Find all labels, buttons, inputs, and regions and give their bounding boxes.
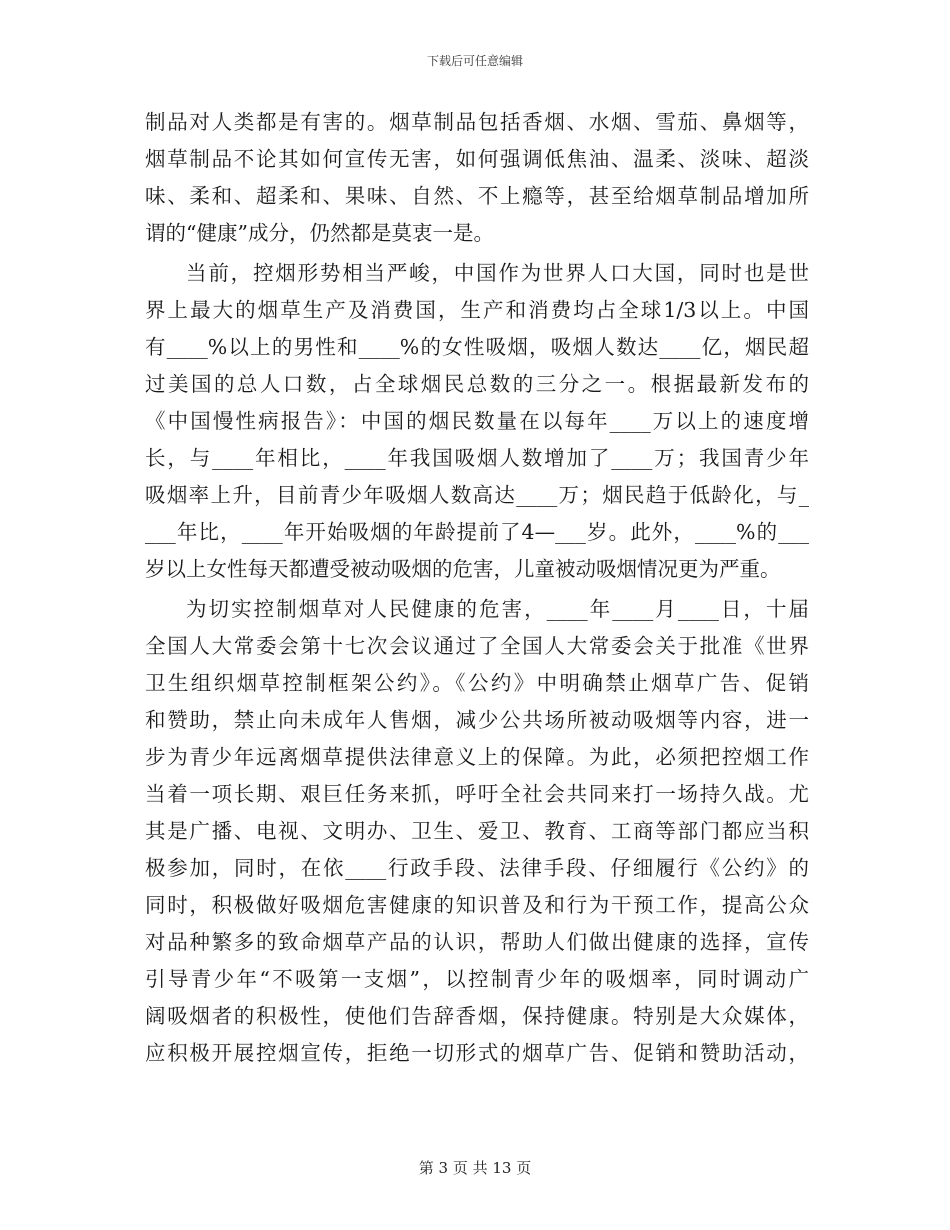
text-line: 其是广播、电视、文明办、卫生、爱卫、教育、工商等部门都应当积 (145, 819, 809, 843)
text-line: 制品对人类都是有害的。烟草制品包括香烟、水烟、雪茄、鼻烟等， (145, 110, 809, 134)
text-line: 应积极开展控烟宣传，拒绝一切形式的烟草广告、促销和赞助活动， (145, 1041, 809, 1065)
paragraph-2 (145, 255, 809, 588)
text-line: 界上最大的烟草生产及消费国，生产和消费均占全球1/3以上。中国 (145, 298, 809, 322)
text-line: 吸烟率上升，目前青少年吸烟人数高达____万；烟民趋于低龄化，与_ (145, 483, 809, 507)
text-line: 卫生组织烟草控制框架公约》。《公约》中明确禁止烟草广告、促销 (145, 671, 809, 695)
text-line: 长，与____年相比，____年我国吸烟人数增加了____万；我国青少年 (145, 446, 809, 470)
paragraph-1 (145, 104, 809, 252)
text-line: 当前，控烟形势相当严峻，中国作为世界人口大国，同时也是世 (186, 261, 809, 285)
text-line: 阔吸烟者的积极性，使他们告辞香烟，保持健康。特别是大众媒体， (145, 1004, 809, 1028)
text-line: 对品种繁多的致命烟草产品的认识，帮助人们做出健康的选择，宣传 (145, 930, 809, 954)
text-line: 味、柔和、超柔和、果味、自然、不上瘾等，甚至给烟草制品增加所 (145, 184, 809, 208)
text-line: 为切实控制烟草对人民健康的危害，____年____月____日，十届 (186, 597, 809, 621)
paragraph-3 (145, 591, 809, 1072)
text-line: ___年比，____年开始吸烟的年龄提前了4—___岁。此外，____%的___ (145, 520, 809, 544)
text-line: 谓的“健康”成分，仍然都是莫衷一是。 (145, 221, 494, 245)
document-body (145, 104, 809, 1072)
text-line: 步为青少年远离烟草提供法律意义上的保障。为此，必须把控烟工作 (145, 745, 809, 769)
page-footer: 第 3 页 共 13 页 (418, 1159, 532, 1177)
text-line: 岁以上女性每天都遭受被动吸烟的危害，儿童被动吸烟情况更为严重。 (145, 557, 781, 581)
text-line: 过美国的总人口数，占全球烟民总数的三分之一。根据最新发布的 (145, 372, 809, 396)
text-line: 当着一项长期、艰巨任务来抓，呼吁全社会共同来打一场持久战。尤 (145, 782, 809, 806)
text-line: 引导青少年“不吸第一支烟”，以控制青少年的吸烟率，同时调动广 (145, 967, 809, 991)
page-header: 下载后可任意编辑 (426, 54, 523, 68)
text-line: 极参加，同时，在依____行政手段、法律手段、仔细履行《公约》的 (145, 856, 809, 880)
text-line: 和赞助，禁止向未成年人售烟，减少公共场所被动吸烟等内容，进一 (145, 708, 809, 732)
text-line: 全国人大常委会第十七次会议通过了全国人大常委会关于批准《世界 (145, 634, 809, 658)
text-line: 烟草制品不论其如何宣传无害，如何强调低焦油、温柔、淡味、超淡 (145, 147, 809, 171)
text-line: 有____%以上的男性和____%的女性吸烟，吸烟人数达____亿，烟民超 (145, 335, 809, 359)
text-line: 同时，积极做好吸烟危害健康的知识普及和行为干预工作，提高公众 (145, 893, 809, 917)
text-line: 《中国慢性病报告》：中国的烟民数量在以每年____万以上的速度增 (145, 409, 809, 433)
